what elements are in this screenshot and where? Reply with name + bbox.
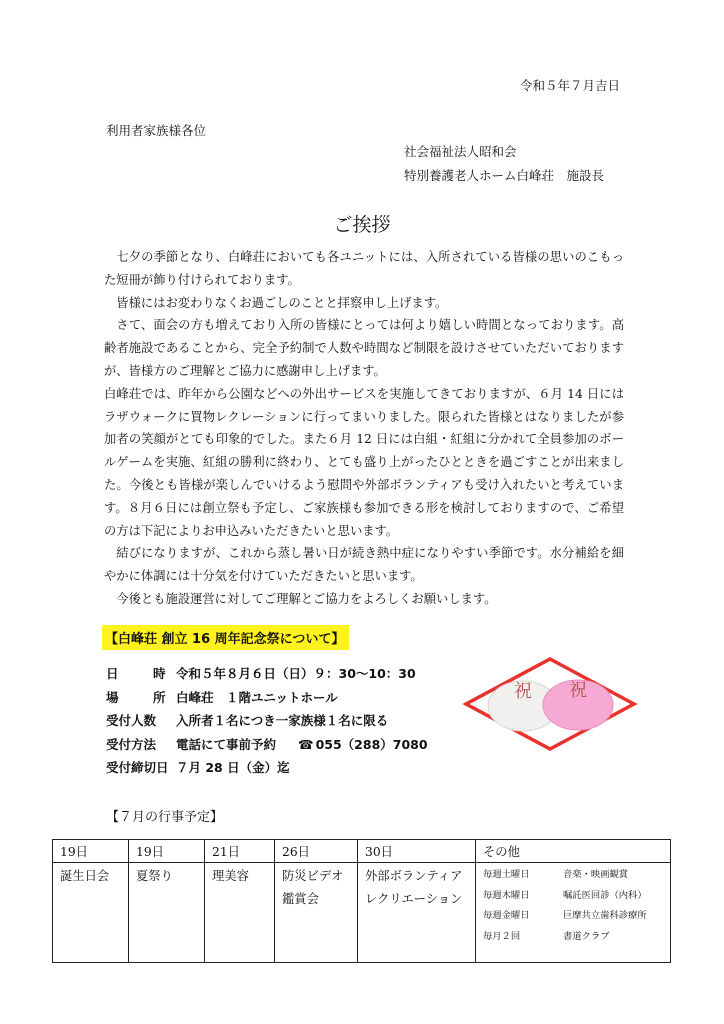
list-item <box>483 906 663 927</box>
activity-name: 音楽・映画観賞 <box>563 869 629 880</box>
document-date: 令和５年７月吉日 <box>519 78 620 93</box>
activity-name: 巨摩共立歯科診療所 <box>563 910 647 921</box>
activity-name: 書道クラブ <box>563 930 610 942</box>
column-header: 26日 <box>275 840 358 863</box>
greeting-body <box>104 246 624 611</box>
detail-value: 電話にて事前予約 <box>176 736 277 752</box>
detail-row-deadline <box>106 756 428 780</box>
paragraph: さて、面会の方も増えており入所の皆様にとっては何より嬉しい時間となっております。高齢者施設であることから、完全予約制で人数や時間など制限を設けさせていただいておりますが、皆様方のご理解とご協力に感謝申し上げます。 <box>104 318 624 378</box>
table-row <box>53 863 671 963</box>
column-header: 21日 <box>205 840 275 863</box>
detail-value: ７月 28 日（金）迄 <box>176 760 290 776</box>
list-item <box>483 927 663 948</box>
event-details <box>106 662 428 780</box>
paragraph: 七夕の季節となり、白峰荘においても各ユニットには、入所されている皆様の思いのこもった短冊が飾り付けられております。 <box>104 250 624 287</box>
iwai-character: 祝 <box>569 680 587 701</box>
table-header-row <box>53 840 671 863</box>
detail-value: 白峰荘 １階ユニットホール <box>176 689 338 705</box>
sender-organization: 社会福祉法人昭和会 <box>404 144 517 159</box>
table-cell: 外部ボランティアレクリエーション <box>358 863 476 963</box>
detail-row-capacity <box>106 709 428 733</box>
detail-label: 受付人数 <box>106 713 157 729</box>
detail-value: 入所者１名につき一家族様１名に限る <box>176 713 389 729</box>
telephone-icon: ☎ <box>298 736 314 752</box>
iwai-character: 祝 <box>514 681 532 702</box>
list-item <box>483 865 663 886</box>
list-item <box>483 886 663 907</box>
detail-row-place <box>106 686 428 710</box>
schedule-heading: 【７月の行事予定】 <box>106 810 224 825</box>
column-header: 30日 <box>358 840 476 863</box>
detail-row-datetime <box>106 662 428 686</box>
column-header: 19日 <box>129 840 205 863</box>
detail-value: 令和５年８月６日（日）９：30～10：30 <box>176 666 416 681</box>
detail-label: 受付方法 <box>106 736 157 752</box>
sender-block <box>404 140 604 188</box>
table-cell: 誕生日会 <box>53 863 129 963</box>
table-cell: 防災ビデオ鑑賞会 <box>275 863 358 963</box>
detail-label: 受付締切日 <box>106 760 169 776</box>
column-header: その他 <box>476 840 671 863</box>
other-activities-list <box>483 865 663 947</box>
detail-row-method <box>106 733 428 757</box>
event-heading: 【白峰荘 創立 16 周年記念祭について】 <box>102 625 349 650</box>
sender-title: 特別養護老人ホーム白峰荘 施設長 <box>404 168 605 183</box>
activity-schedule: 毎週金曜日 <box>483 910 530 921</box>
paragraph: 白峰荘では、昨年から公園などへの外出サービスを実施してきておりますが、６月 14 日にはラザウォークに買物レクレーションに行ってまいりました。限られた皆様とはなりましたが参加者の笑顔がとても印象的でした。また６月 12 日には白組・紅組に分かれて全員参加のボールゲームを実施、紅組の勝利に終わり、とても盛り上がったひとときを過ごすことが出来ました。今後とも皆様が楽しんでいけるよう慰問や外部ボランティアも受け入れたいと考えています。８月６日には創立祭も予定し、ご家族様も参加できる形を検討しておりますので、ご希望の方は下記によりお申込みいただきたいと思います。 <box>104 386 624 538</box>
activity-name: 嘱託医回診（内科） <box>563 889 647 901</box>
activity-schedule: 毎週木曜日 <box>483 889 530 901</box>
paragraph: 結びになりますが、これから蒸し暑い日が続き熱中症になりやすい季節です。水分補給を細やかに体調には十分気を付けていただきたいと思います。 <box>104 546 624 584</box>
page-title: ご挨拶 <box>333 214 391 236</box>
activity-schedule: 毎月２回 <box>483 930 521 942</box>
column-header: 19日 <box>53 840 129 863</box>
detail-label: 場 所 <box>106 689 177 705</box>
paragraph: 今後とも施設運営に対してご理解とご協力をよろしくお願いします。 <box>116 591 497 606</box>
schedule-table <box>52 839 671 963</box>
activity-schedule: 毎週土曜日 <box>483 869 530 880</box>
table-cell: 夏祭り <box>129 863 205 963</box>
table-cell-other <box>476 863 671 963</box>
addressee: 利用者家族様各位 <box>106 123 207 138</box>
detail-label: 日 時 <box>106 666 177 681</box>
table-cell: 理美容 <box>205 863 275 963</box>
paragraph: 皆様にはお変わりなくお過ごしのことと拝察申し上げます。 <box>116 295 448 310</box>
celebration-manju-illustration <box>462 655 638 753</box>
phone-number: 055（288）7080 <box>315 736 428 752</box>
